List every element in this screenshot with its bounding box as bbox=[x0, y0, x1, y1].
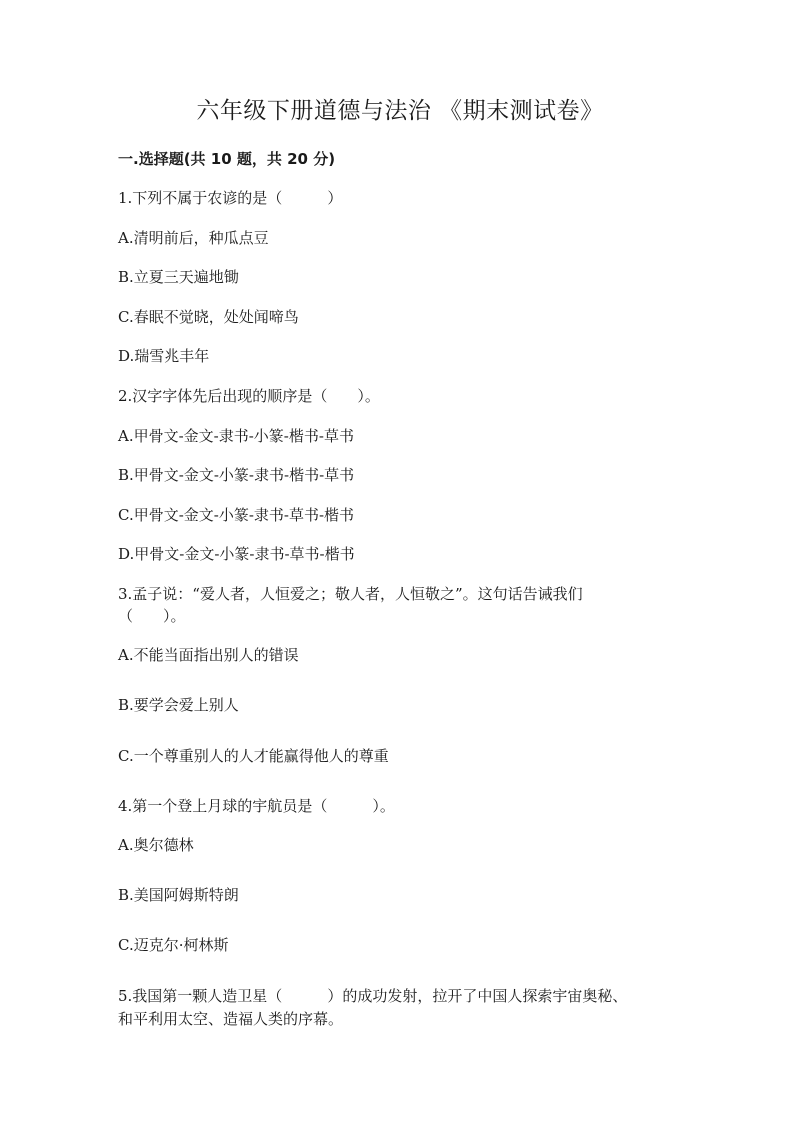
question-2-stem: 2.汉字字体先后出现的顺序是（ ）。 bbox=[118, 387, 380, 405]
question-2-option-d: D.甲骨文-金文-小篆-隶书-草书-楷书 bbox=[118, 545, 355, 563]
question-5-stem-line-1: 5.我国第一颗人造卫星（ ）的成功发射，拉开了中国人探索宇宙奥秘、 bbox=[118, 987, 628, 1005]
question-4-option-c: C.迈克尔·柯林斯 bbox=[118, 936, 229, 954]
question-1-option-a: A.清明前后，种瓜点豆 bbox=[118, 229, 269, 247]
question-3-option-b: B.要学会爱上别人 bbox=[118, 696, 239, 714]
question-4-option-b: B.美国阿姆斯特朗 bbox=[118, 886, 239, 904]
page-title: 六年级下册道德与法治 《期末测试卷》 bbox=[196, 98, 604, 124]
question-3-stem-line-2: （ ）。 bbox=[118, 607, 186, 625]
question-5-stem-line-2: 和平利用太空、造福人类的序幕。 bbox=[118, 1010, 344, 1028]
question-1-option-c: C.春眠不觉晓，处处闻啼鸟 bbox=[118, 308, 299, 326]
question-4-stem: 4.第一个登上月球的宇航员是（ ）。 bbox=[118, 797, 395, 815]
question-2-option-b: B.甲骨文-金文-小篆-隶书-楷书-草书 bbox=[118, 466, 355, 484]
question-3-option-a: A.不能当面指出别人的错误 bbox=[118, 646, 299, 664]
question-3-stem-line-1: 3.孟子说：“爱人者，人恒爱之；敬人者，人恒敬之”。这句话告诫我们 bbox=[118, 585, 583, 603]
question-1-option-b: B.立夏三天遍地锄 bbox=[118, 268, 239, 286]
question-3-option-c: C.一个尊重别人的人才能赢得他人的尊重 bbox=[118, 747, 389, 765]
question-2-option-a: A.甲骨文-金文-隶书-小篆-楷书-草书 bbox=[118, 427, 354, 445]
question-2-option-c: C.甲骨文-金文-小篆-隶书-草书-楷书 bbox=[118, 506, 355, 524]
question-4-option-a: A.奥尔德林 bbox=[118, 836, 194, 854]
section-heading: 一.选择题(共 10 题，共 20 分) bbox=[118, 150, 336, 168]
question-1-option-d: D.瑞雪兆丰年 bbox=[118, 347, 210, 365]
question-1-stem: 1.下列不属于农谚的是（ ） bbox=[118, 189, 343, 207]
